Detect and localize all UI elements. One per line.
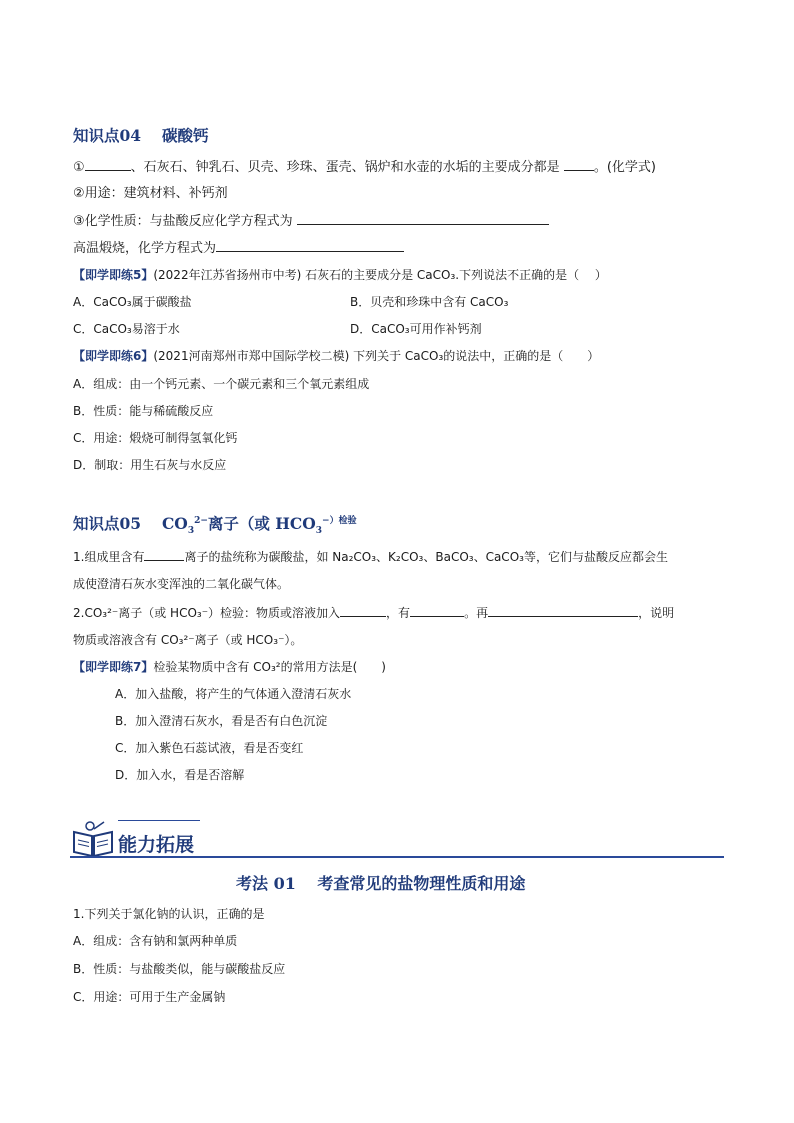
kp04-line1-end: 。(化学式) (593, 160, 656, 175)
kp05-blank-1[interactable] (144, 548, 184, 561)
practice-5-option-d: D．CaCO₃可用作补钙剂 (350, 322, 482, 336)
kp04-line4-text: 高温煅烧，化学方程式为 (73, 241, 217, 256)
ability-top-rule (118, 820, 200, 821)
kp04-line1-num: ① (73, 160, 85, 175)
kp04-title: 知识点04 碳酸钙 (73, 126, 209, 145)
practice-7-option-c: C．加入紫色石蕊试液，看是否变红 (115, 741, 304, 755)
question-1-option-b: B．性质：与盐酸类似，能与碳酸盐反应 (73, 962, 286, 976)
practice-6-text: (2021河南郑州市郑中国际学校二模) 下列关于 CaCO₃的说法中，正确的是（ ） (153, 349, 600, 363)
kp05-line2-a: 2.CO₃²⁻离子（或 HCO₃⁻）检验：物质或溶液加入 (73, 606, 341, 620)
practice-7-tag: 【即学即练7】 (73, 660, 154, 674)
kp05-title-a: 知识点05 CO (73, 514, 188, 533)
kp04-line2: ②用途：建筑材料、补钙剂 (73, 186, 228, 201)
kp05-title-d: 离子（或 HCO (207, 514, 316, 533)
practice-5 (73, 266, 607, 284)
kp04-blank-2[interactable] (564, 158, 594, 171)
book-icon (70, 818, 116, 858)
kp05-line2-cont: 物质或溶液含有 CO₃²⁻离子（或 HCO₃⁻）。 (73, 633, 303, 647)
kp05-title-sub: 3 (187, 526, 195, 537)
kp04-line1 (73, 158, 656, 177)
kp05-line2 (73, 604, 674, 622)
practice-5-option-b: B．贝壳和珍珠中含有 CaCO₃ (350, 295, 509, 309)
practice-7-option-d: D．加入水，看是否溶解 (115, 768, 245, 782)
question-1-option-a: A．组成：含有钠和氯两种单质 (73, 934, 238, 948)
kp05-title-sup: 2− (194, 515, 208, 526)
kp05-line1 (73, 548, 668, 566)
kp05-blank-2[interactable] (340, 604, 386, 617)
practice-7 (73, 658, 386, 676)
kp04-line3-text: ③化学性质：与盐酸反应化学方程式为 (73, 214, 293, 229)
practice-5-tag: 【即学即练5】 (73, 268, 154, 282)
kp05-title-sub2: 3 (315, 526, 323, 537)
kp05-line1-a: 1.组成里含有 (73, 550, 145, 564)
kp05-line2-d: ，说明 (638, 606, 675, 620)
practice-6-tag: 【即学即练6】 (73, 349, 154, 363)
kp05-title-sup2: −）检验 (322, 515, 357, 526)
practice-5-text: (2022年江苏省扬州市中考) 石灰石的主要成分是 CaCO₃.下列说法不正确的是（ ） (153, 268, 607, 282)
practice-7-option-a: A．加入盐酸，将产生的气体通入澄清石灰水 (115, 687, 352, 701)
practice-5-option-a: A．CaCO₃属于碳酸盐 (73, 295, 192, 309)
kp05-line2-c: 。再 (464, 606, 489, 620)
kp05-line1-cont: 成使澄清石灰水变浑浊的二氧化碳气体。 (73, 577, 290, 591)
kp05-line2-b: ，有 (386, 606, 411, 620)
kp05-line1-b: 离子的盐统称为碳酸盐，如 Na₂CO₃、K₂CO₃、BaCO₃、CaCO₃等，它们与盐酸反应都会生 (184, 550, 668, 564)
ability-title: 能力拓展 (118, 834, 195, 856)
question-1-option-c: C．用途：可用于生产金属钠 (73, 990, 226, 1004)
kp05-blank-4[interactable] (488, 604, 638, 617)
kp04-line3 (73, 212, 549, 231)
kp04-equation-blank[interactable] (297, 212, 549, 225)
practice-7-text: 检验某物质中含有 CO₃²的常用方法是( ) (153, 660, 386, 674)
kp04-line1-text: 、石灰石、钟乳石、贝壳、珍珠、蛋壳、锅炉和水壶的水垢的主要成分都是 (130, 160, 560, 175)
ability-underline (70, 856, 724, 858)
kp04-line4 (73, 239, 404, 258)
kp04-calcine-blank[interactable] (216, 239, 404, 252)
practice-6-option-b: B．性质：能与稀硫酸反应 (73, 404, 214, 418)
practice-6-option-a: A．组成：由一个钙元素、一个碳元素和三个氧元素组成 (73, 377, 370, 391)
practice-6-option-c: C．用途：煅烧可制得氢氧化钙 (73, 431, 238, 445)
kp04-blank-1[interactable] (85, 158, 131, 171)
practice-7-option-b: B．加入澄清石灰水，看是否有白色沉淀 (115, 714, 328, 728)
practice-6-option-d: D．制取：用生石灰与水反应 (73, 458, 227, 472)
practice-5-option-c: C．CaCO₃易溶于水 (73, 322, 180, 336)
kp05-blank-3[interactable] (410, 604, 464, 617)
practice-6 (73, 347, 599, 365)
method-title: 考法 01 考查常见的盐物理性质和用途 (236, 874, 526, 893)
kp05-title (73, 512, 357, 536)
question-1: 1.下列关于氯化钠的认识，正确的是 (73, 907, 265, 921)
